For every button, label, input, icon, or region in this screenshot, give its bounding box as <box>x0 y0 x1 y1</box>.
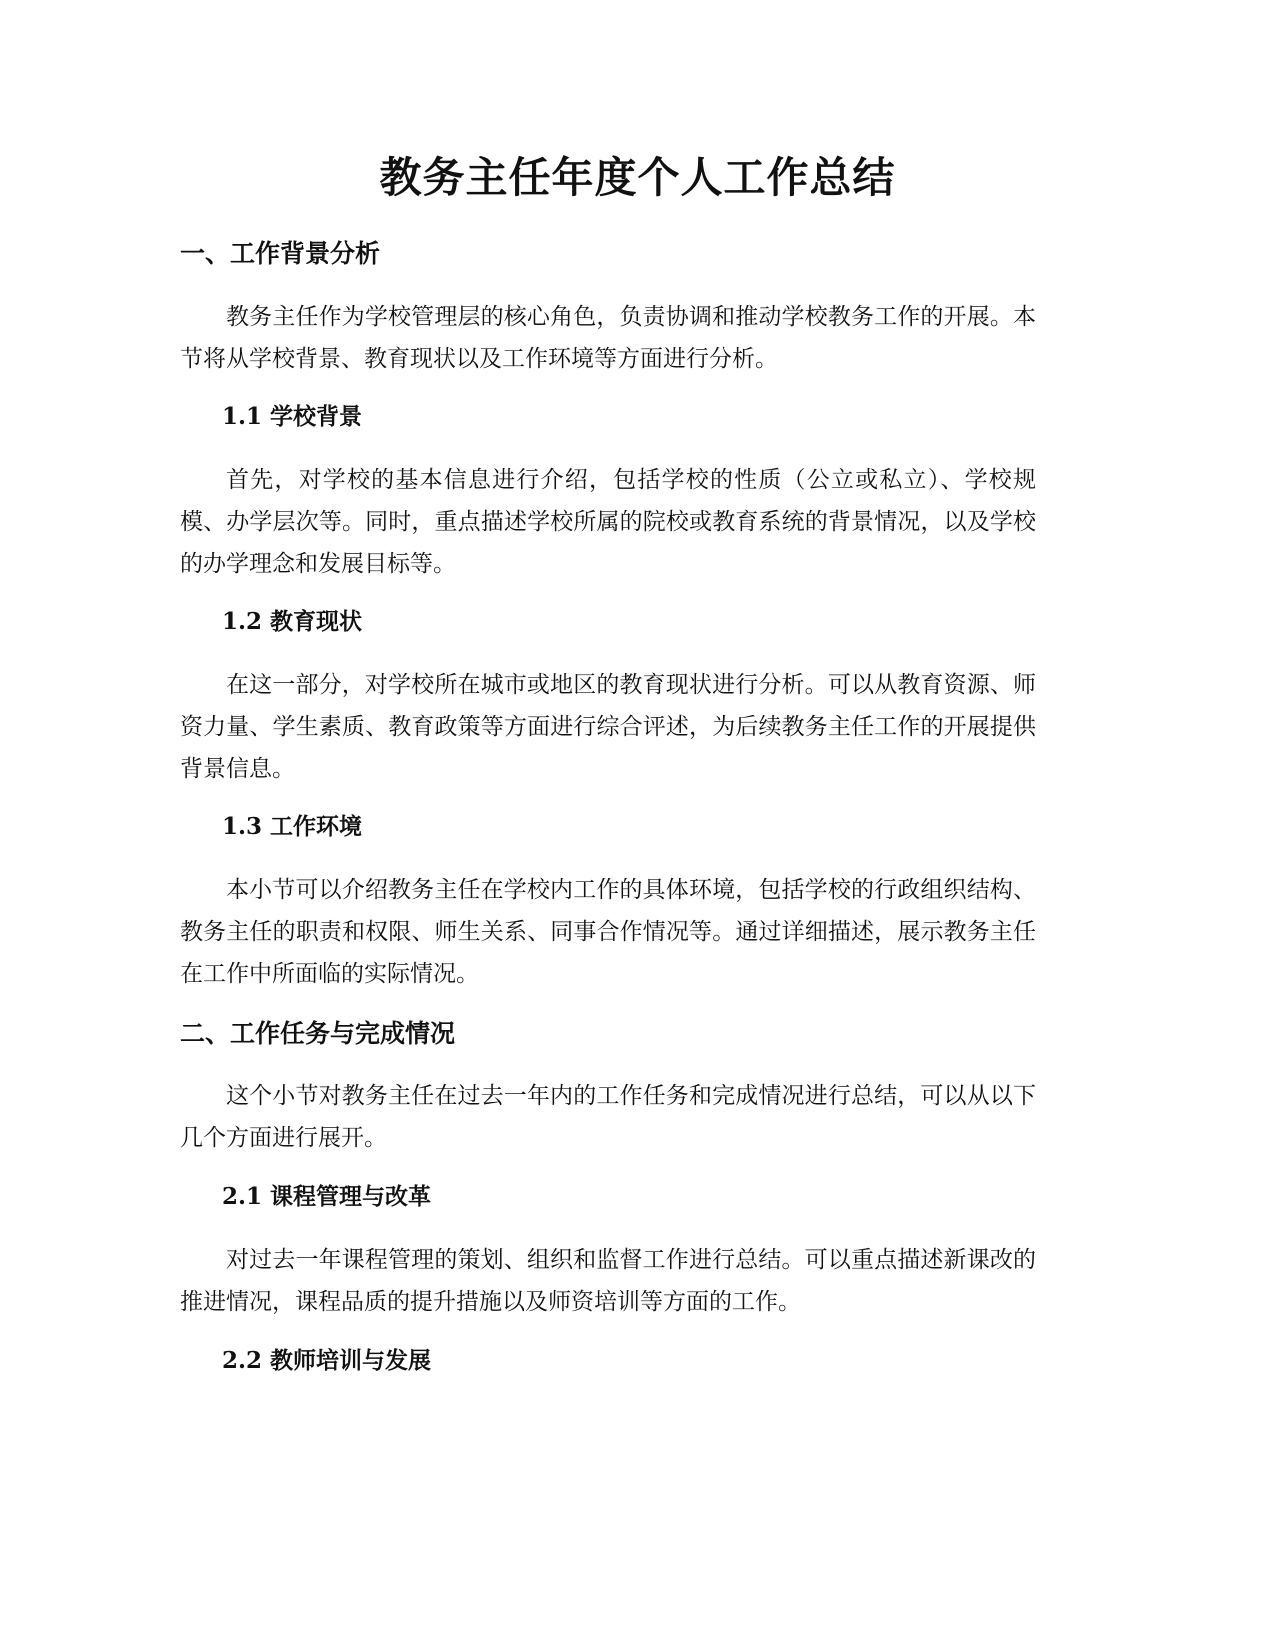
section-1-intro: 教务主任作为学校管理层的核心角色，负责协调和推动学校教务工作的开展。本节将从学校背景、教育现状以及工作环境等方面进行分析。 <box>180 304 1036 372</box>
subsection-heading-1-3: 1.3 工作环境 <box>222 813 363 840</box>
section-heading-1: 一、工作背景分析 <box>180 239 381 268</box>
subsection-heading-2-1: 2.1 课程管理与改革 <box>222 1183 432 1210</box>
subsection-heading-1-2: 1.2 教育现状 <box>222 608 363 635</box>
subsection-1-1-text: 首先，对学校的基本信息进行介绍，包括学校的性质（公立或私立）、学校规模、办学层次等。同时，重点描述学校所属的院校或教育系统的背景情况，以及学校的办学理念和发展目标等。 <box>180 467 1036 577</box>
subsection-1-3-text: 本小节可以介绍教务主任在学校内工作的具体环境，包括学校的行政组织结构、教务主任的职责和权限、师生关系、同事合作情况等。通过详细描述，展示教务主任在工作中所面临的实际情况。 <box>180 877 1036 987</box>
section-heading-2: 二、工作任务与完成情况 <box>180 1019 456 1048</box>
page-title: 教务主任年度个人工作总结 <box>379 153 896 202</box>
section-2-intro: 这个小节对教务主任在过去一年内的工作任务和完成情况进行总结，可以从以下几个方面进行展开。 <box>180 1083 1036 1151</box>
subsection-2-1-text: 对过去一年课程管理的策划、组织和监督工作进行总结。可以重点描述新课改的推进情况，课程品质的提升措施以及师资培训等方面的工作。 <box>180 1247 1036 1315</box>
subsection-heading-1-1: 1.1 学校背景 <box>222 403 363 430</box>
subsection-heading-2-2: 2.2 教师培训与发展 <box>222 1347 432 1374</box>
subsection-1-2-text: 在这一部分，对学校所在城市或地区的教育现状进行分析。可以从教育资源、师资力量、学生素质、教育政策等方面进行综合评述，为后续教务主任工作的开展提供背景信息。 <box>180 672 1036 782</box>
